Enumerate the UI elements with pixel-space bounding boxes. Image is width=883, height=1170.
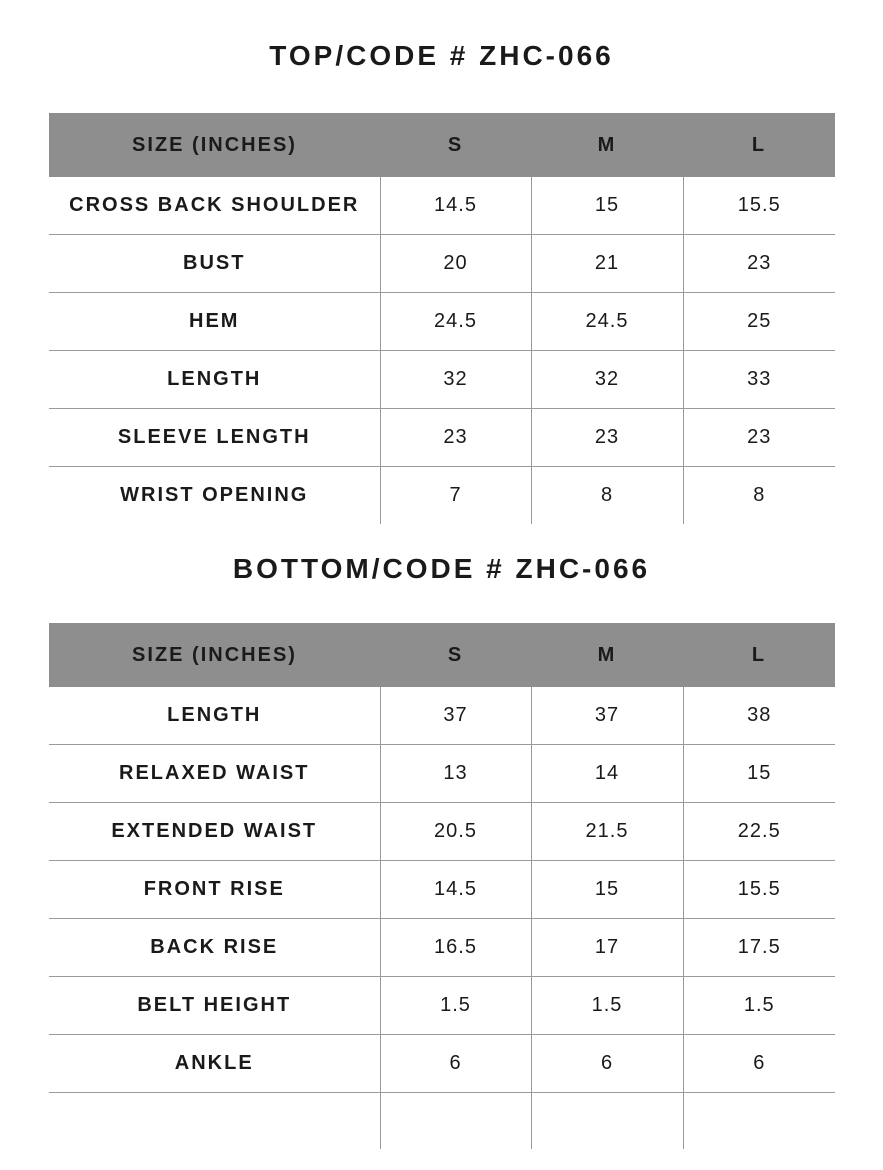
table-row (49, 919, 835, 977)
value-s: 23 (380, 409, 531, 467)
value-s: 37 (380, 687, 531, 745)
empty-cell (683, 1093, 835, 1150)
value-l: 33 (683, 351, 835, 409)
value-s: 16.5 (380, 919, 531, 977)
value-s: 14.5 (380, 861, 531, 919)
value-m: 14 (531, 745, 683, 803)
header-size-l: L (683, 623, 835, 687)
measurement-label: LENGTH (49, 351, 380, 409)
empty-cell (380, 1093, 531, 1150)
top-section-title: TOP/CODE # ZHC-066 (269, 40, 614, 71)
table-row (49, 177, 835, 235)
table-row (49, 687, 835, 745)
value-s: 6 (380, 1035, 531, 1093)
value-m: 15 (531, 861, 683, 919)
header-size-s: S (380, 623, 531, 687)
bottom-size-table (49, 623, 835, 1149)
value-s: 20.5 (380, 803, 531, 861)
table-row (49, 803, 835, 861)
table-row (49, 861, 835, 919)
value-l: 23 (683, 409, 835, 467)
measurement-label: LENGTH (49, 687, 380, 745)
table-row (49, 745, 835, 803)
measurement-label: ANKLE (49, 1035, 380, 1093)
header-size-l: L (683, 113, 835, 177)
table-row (49, 293, 835, 351)
table-row (49, 1035, 835, 1093)
measurement-label: CROSS BACK SHOULDER (49, 177, 380, 235)
value-m: 8 (531, 467, 683, 525)
value-l: 15.5 (683, 177, 835, 235)
value-l: 22.5 (683, 803, 835, 861)
empty-table-row (49, 1093, 835, 1150)
value-m: 15 (531, 177, 683, 235)
measurement-label: SLEEVE LENGTH (49, 409, 380, 467)
measurement-label: BUST (49, 235, 380, 293)
value-s: 24.5 (380, 293, 531, 351)
value-l: 17.5 (683, 919, 835, 977)
table-row (49, 467, 835, 525)
measurement-label: RELAXED WAIST (49, 745, 380, 803)
value-m: 17 (531, 919, 683, 977)
header-size-m: M (531, 623, 683, 687)
table-row (49, 351, 835, 409)
value-l: 6 (683, 1035, 835, 1093)
value-s: 14.5 (380, 177, 531, 235)
value-s: 7 (380, 467, 531, 525)
table-header-row (49, 113, 835, 177)
table-row (49, 409, 835, 467)
value-l: 25 (683, 293, 835, 351)
value-m: 32 (531, 351, 683, 409)
header-size-inches: SIZE (INCHES) (49, 623, 380, 687)
header-size-inches: SIZE (INCHES) (49, 113, 380, 177)
value-l: 15 (683, 745, 835, 803)
bottom-section-title: BOTTOM/CODE # ZHC-066 (232, 553, 651, 584)
table-row (49, 977, 835, 1035)
value-l: 38 (683, 687, 835, 745)
value-m: 37 (531, 687, 683, 745)
header-size-s: S (380, 113, 531, 177)
top-size-table (49, 113, 835, 524)
value-l: 1.5 (683, 977, 835, 1035)
value-l: 23 (683, 235, 835, 293)
measurement-label: BELT HEIGHT (49, 977, 380, 1035)
value-m: 24.5 (531, 293, 683, 351)
value-s: 32 (380, 351, 531, 409)
measurement-label: EXTENDED WAIST (49, 803, 380, 861)
value-l: 8 (683, 467, 835, 525)
empty-cell (49, 1093, 380, 1150)
measurement-label: HEM (49, 293, 380, 351)
value-m: 21 (531, 235, 683, 293)
empty-cell (531, 1093, 683, 1150)
table-row (49, 235, 835, 293)
value-s: 1.5 (380, 977, 531, 1035)
value-m: 1.5 (531, 977, 683, 1035)
table-header-row (49, 623, 835, 687)
measurement-label: WRIST OPENING (120, 484, 309, 506)
value-m: 6 (531, 1035, 683, 1093)
measurement-label: FRONT RISE (49, 861, 380, 919)
value-s: 20 (380, 235, 531, 293)
value-m: 21.5 (531, 803, 683, 861)
value-l: 15.5 (683, 861, 835, 919)
value-s: 13 (380, 745, 531, 803)
measurement-label: BACK RISE (49, 919, 380, 977)
value-m: 23 (531, 409, 683, 467)
header-size-m: M (531, 113, 683, 177)
